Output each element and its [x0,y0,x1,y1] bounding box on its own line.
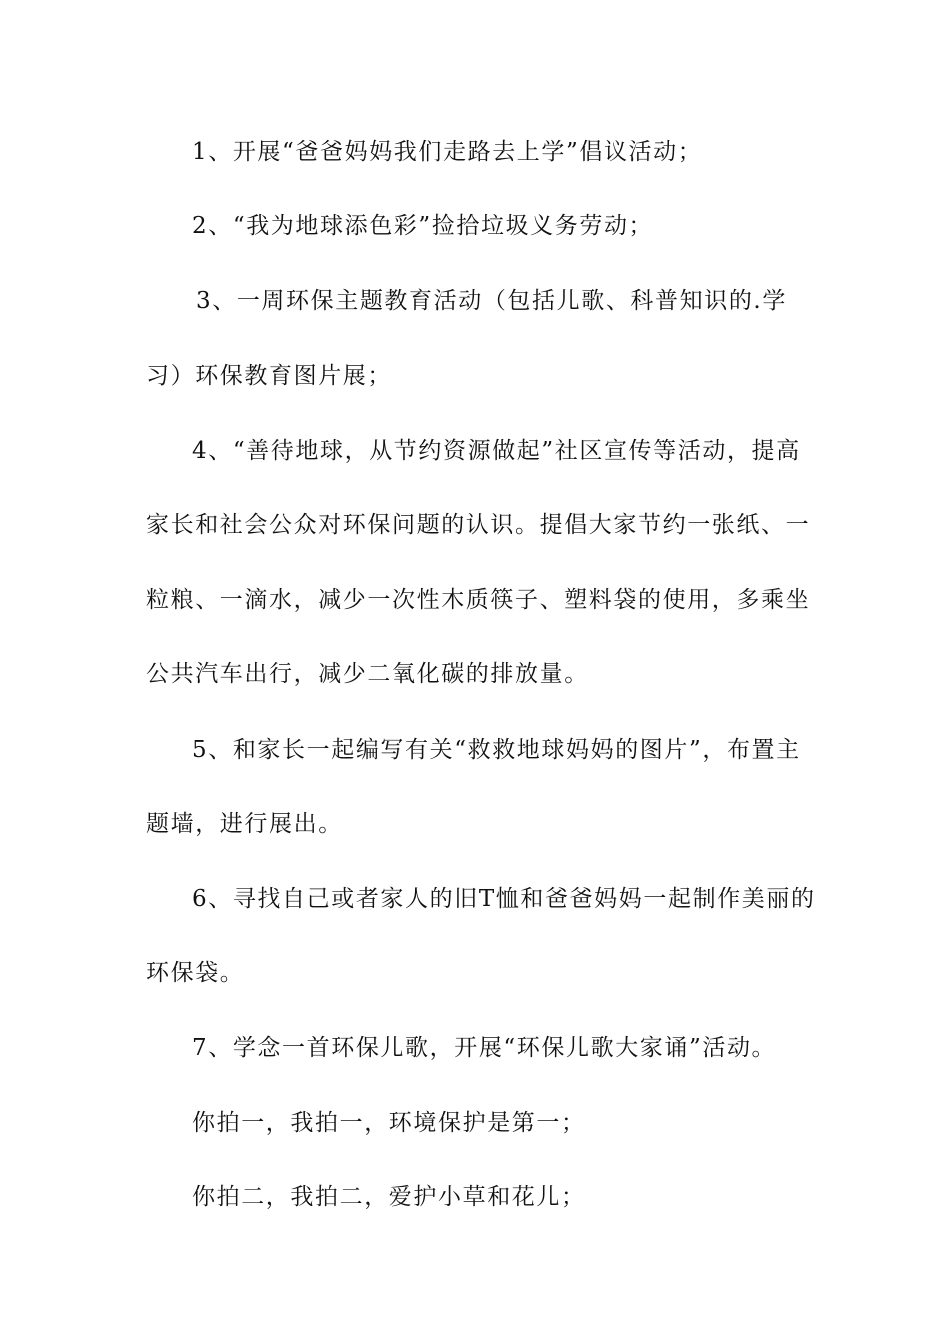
text-line: 3、一周环保主题教育活动（包括儿歌、科普知识的.学 [196,288,787,314]
text-line: 2、“我为地球添色彩”捡拾垃圾义务劳动； [192,213,654,239]
text-line: 题墙，进行展出。 [146,811,343,837]
text-line: 4、“善待地球，从节约资源做起”社区宣传等活动，提高 [192,438,801,464]
text-line: 你拍二，我拍二，爱护小草和花儿； [192,1184,586,1210]
text-line: 粒粮、一滴水，减少一次性木质筷子、塑料袋的使用，多乘坐 [146,587,811,613]
text-line: 家长和社会公众对环保问题的认识。提倡大家节约一张纸、一 [146,512,811,538]
text-line: 5、和家长一起编写有关“救救地球妈妈的图片”，布置主 [192,737,801,763]
text-line: 1、开展“爸爸妈妈我们走路去上学”倡议活动； [192,139,703,165]
text-line: 6、寻找自己或者家人的旧T恤和爸爸妈妈一起制作美丽的 [192,886,816,912]
text-line: 7、学念一首环保儿歌，开展“环保儿歌大家诵”活动。 [192,1035,777,1061]
text-line: 你拍一，我拍一，环境保护是第一； [192,1110,586,1136]
text-line: 习）环保教育图片展； [146,363,392,389]
text-line: 公共汽车出行，减少二氧化碳的排放量。 [146,661,589,687]
text-line: 环保袋。 [146,960,245,986]
